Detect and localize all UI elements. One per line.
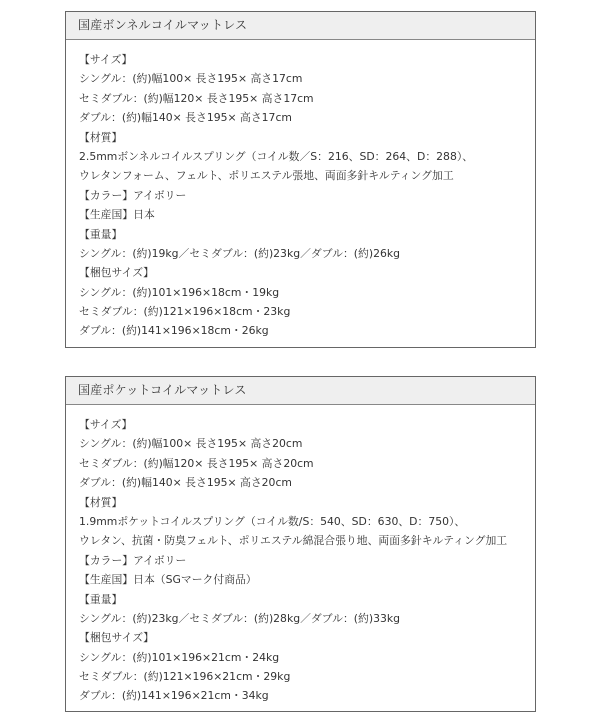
spec-line: 【生産国】日本 bbox=[79, 208, 155, 222]
spec-line: 2.5mmボンネルコイルスプリング（コイル数／S：216、SD：264、D：288）、 bbox=[79, 149, 474, 163]
spec-line: 【サイズ】 bbox=[79, 53, 133, 66]
spec-line: 【梱包サイズ】 bbox=[79, 631, 154, 645]
spec-line: セミダブル：(約)幅120× 長さ195× 高さ20cm bbox=[79, 456, 314, 470]
spec-line: ウレタン、抗菌・防臭フェルト、ポリエステル綿混合張り地、両面多針キルティング加工 bbox=[79, 534, 508, 548]
spec-line: セミダブル：(約)121×196×21cm・29kg bbox=[79, 670, 291, 684]
spec-line: ウレタンフォーム、フェルト、ポリエステル張地、両面多針キルティング加工 bbox=[79, 169, 454, 183]
spec-line: 【梱包サイズ】 bbox=[79, 266, 154, 280]
spec-line: シングル：(約)幅100× 長さ195× 高さ20cm bbox=[79, 437, 303, 451]
spec-line: シングル：(約)23kg／セミダブル：(約)28kg／ダブル：(約)33kg bbox=[79, 611, 400, 625]
spec-line: シングル：(約)101×196×21cm・24kg bbox=[79, 650, 280, 664]
spec-line: 【カラー】アイボリー bbox=[79, 188, 187, 202]
spec-line: 1.9mmポケットコイルスプリング（コイル数/S：540、SD：630、D：750）、 bbox=[79, 514, 466, 528]
spec-line: ダブル：(約)141×196×21cm・34kg bbox=[79, 689, 269, 703]
spec-line: 【材質】 bbox=[79, 495, 123, 509]
spec-box-title: 国産ボンネルコイルマットレス bbox=[66, 12, 535, 40]
spec-line: 【生産国】日本（SGマーク付商品） bbox=[79, 573, 257, 587]
spec-line: ダブル：(約)141×196×18cm・26kg bbox=[79, 324, 269, 338]
spec-line: 【サイズ】 bbox=[79, 418, 133, 431]
spec-line: シングル：(約)幅100× 長さ195× 高さ17cm bbox=[79, 72, 303, 86]
spec-box-body bbox=[66, 405, 535, 706]
spec-line: 【重量】 bbox=[79, 227, 123, 241]
pocket-coil-spec-box bbox=[65, 376, 536, 712]
bonnell-coil-spec-box bbox=[65, 11, 536, 348]
spec-line: シングル：(約)19kg／セミダブル：(約)23kg／ダブル：(約)26kg bbox=[79, 246, 400, 260]
spec-line: 【重量】 bbox=[79, 592, 123, 606]
spec-line: ダブル：(約)幅140× 長さ195× 高さ17cm bbox=[79, 111, 292, 125]
spec-line: 【カラー】アイボリー bbox=[79, 553, 187, 567]
spec-line: セミダブル：(約)121×196×18cm・23kg bbox=[79, 305, 291, 319]
spec-box-body bbox=[66, 40, 535, 341]
spec-line: シングル：(約)101×196×18cm・19kg bbox=[79, 285, 280, 299]
spec-line: セミダブル：(約)幅120× 長さ195× 高さ17cm bbox=[79, 91, 314, 105]
spec-line: 【材質】 bbox=[79, 130, 123, 144]
spec-box-title: 国産ポケットコイルマットレス bbox=[66, 377, 535, 405]
spec-line: ダブル：(約)幅140× 長さ195× 高さ20cm bbox=[79, 476, 292, 490]
